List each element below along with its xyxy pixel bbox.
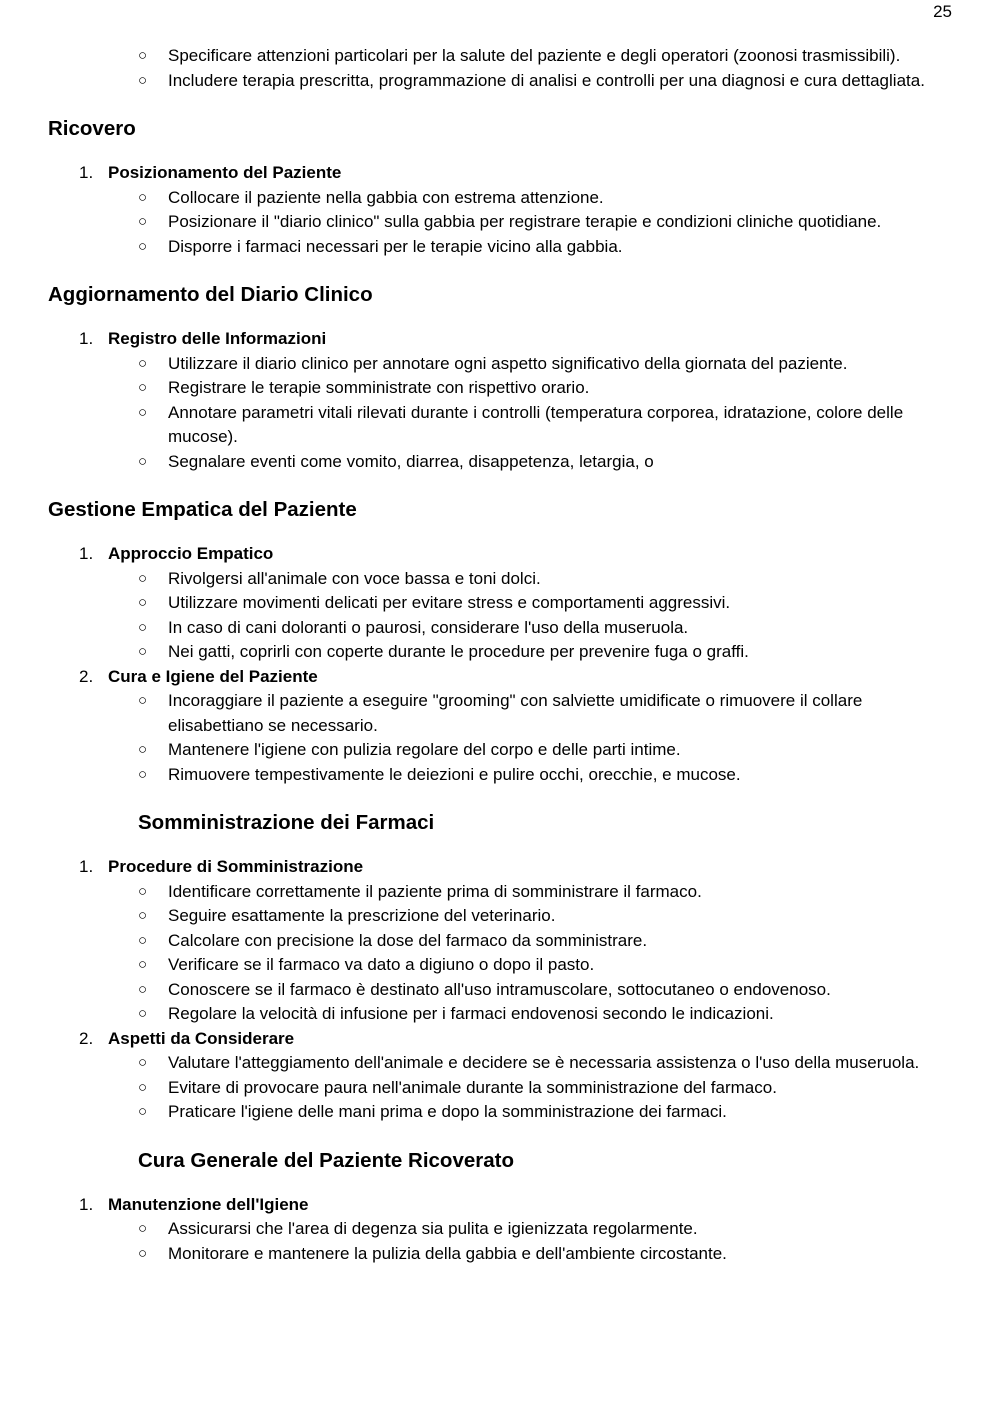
list-item: ○ Annotare parametri vitali rilevati durante i controlli (temperatura corporea, idratazione, colore delle mucose). (168, 401, 958, 450)
list-item: ○ Seguire esattamente la prescrizione del veterinario. (168, 904, 958, 929)
list-item: ○ Incoraggiare il paziente a eseguire "grooming" con salviette umidificate o rimuovere il collare elisabettiano se necessario. (168, 689, 958, 738)
list-item: ○ Rivolgersi all'animale con voce bassa e toni dolci. (168, 567, 958, 592)
bullet-list (48, 1217, 958, 1266)
item-number: 1. (79, 857, 94, 876)
numbered-item (48, 1027, 958, 1052)
bullet-list (48, 1051, 958, 1125)
list-item: ○ In caso di cani doloranti o paurosi, considerare l'uso della museruola. (168, 616, 958, 641)
numbered-item (48, 161, 958, 186)
list-item: ○ Segnalare eventi come vomito, diarrea, disappetenza, letargia, o (168, 450, 958, 475)
list-item: ○ Assicurarsi che l'area di degenza sia pulita e igienizzata regolarmente. (168, 1217, 958, 1242)
list-item: ○ Mantenere l'igiene con pulizia regolare del corpo e delle parti intime. (168, 738, 958, 763)
list-item: ○ Rimuovere tempestivamente le deiezioni e pulire occhi, orecchie, e mucose. (168, 763, 958, 788)
bullet-list (48, 880, 958, 1027)
item-number: 2. (79, 666, 94, 686)
item-title: Cura e Igiene del Paziente (108, 666, 318, 686)
section-heading: Somministrazione dei Farmaci (138, 811, 435, 834)
section-heading: Gestione Empatica del Paziente (48, 498, 357, 521)
list-item: ○ Monitorare e mantenere la pulizia della gabbia e dell'ambiente circostante. (168, 1242, 958, 1267)
numbered-item (48, 665, 958, 690)
item-title: Manutenzione dell'Igiene (108, 1194, 309, 1214)
section-heading: Cura Generale del Paziente Ricoverato (138, 1148, 514, 1172)
list-item: ○ Calcolare con precisione la dose del farmaco da somministrare. (168, 929, 958, 954)
bullet-list (48, 689, 958, 787)
numbered-item (48, 1193, 958, 1218)
item-title: Procedure di Somministrazione (108, 857, 364, 876)
section-heading: Ricovero (48, 117, 136, 140)
numbered-item (48, 327, 958, 352)
list-item: ○ Utilizzare il diario clinico per annotare ogni aspetto significativo della giornata del paziente. (168, 352, 958, 377)
list-item: ○ Conoscere se il farmaco è destinato all'uso intramuscolare, sottocutaneo o endovenoso. (168, 978, 958, 1003)
list-item: ○ Registrare le terapie somministrate con rispettivo orario. (168, 376, 958, 401)
list-item: ○ Collocare il paziente nella gabbia con estrema attenzione. (168, 186, 958, 211)
list-item: ○ Posizionare il "diario clinico" sulla gabbia per registrare terapie e condizioni cliniche quotidiane. (168, 210, 958, 235)
item-title: Registro delle Informazioni (108, 329, 327, 348)
list-item: ○ Regolare la velocità di infusione per i farmaci endovenosi secondo le indicazioni. (168, 1002, 958, 1027)
page-number: 25 (933, 2, 952, 21)
list-item: ○ Nei gatti, coprirli con coperte durante le procedure per prevenire fuga o graffi. (168, 640, 958, 665)
item-number: 1. (79, 163, 94, 182)
list-item: ○ Disporre i farmaci necessari per le terapie vicino alla gabbia. (168, 235, 958, 260)
item-number: 1. (79, 329, 94, 348)
intro-bullet-list (48, 44, 958, 93)
numbered-item (48, 855, 958, 880)
item-number: 1. (79, 1194, 94, 1214)
bullet-list (48, 352, 958, 475)
list-item: ○ Valutare l'atteggiamento dell'animale e decidere se è necessaria assistenza o l'uso della museruola. (168, 1051, 958, 1076)
list-item: ○ Utilizzare movimenti delicati per evitare stress e comportamenti aggressivi. (168, 591, 958, 616)
list-item: ○ Praticare l'igiene delle mani prima e dopo la somministrazione dei farmaci. (168, 1100, 958, 1125)
item-title: Posizionamento del Paziente (108, 163, 342, 182)
bullet-list (48, 186, 958, 260)
bullet-list (48, 567, 958, 665)
document-body (48, 44, 958, 1266)
list-item: ○ Verificare se il farmaco va dato a digiuno o dopo il pasto. (168, 953, 958, 978)
list-item: ○ Includere terapia prescritta, programmazione di analisi e controlli per una diagnosi e cura dettagliata. (168, 69, 958, 94)
list-item: ○ Evitare di provocare paura nell'animale durante la somministrazione del farmaco. (168, 1076, 958, 1101)
item-title: Approccio Empatico (108, 544, 274, 563)
list-item: ○ Identificare correttamente il paziente prima di somministrare il farmaco. (168, 880, 958, 905)
numbered-item (48, 542, 958, 567)
list-item: ○ Specificare attenzioni particolari per la salute del paziente e degli operatori (zoonosi trasmissibili). (168, 44, 958, 69)
section-heading: Aggiornamento del Diario Clinico (48, 283, 373, 306)
item-number: 2. (79, 1028, 94, 1048)
item-number: 1. (79, 544, 94, 563)
item-title: Aspetti da Considerare (108, 1028, 295, 1048)
